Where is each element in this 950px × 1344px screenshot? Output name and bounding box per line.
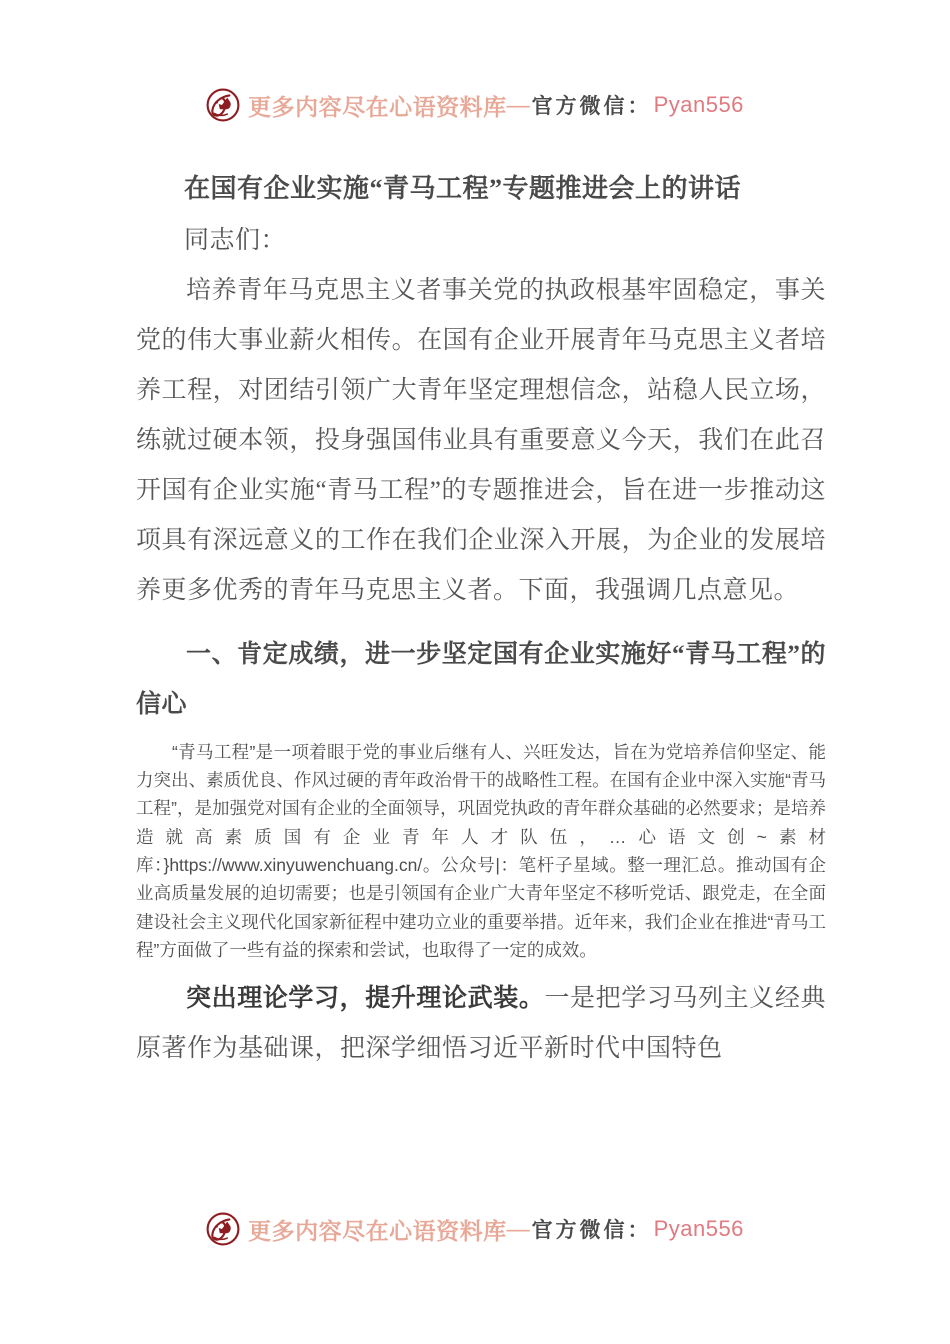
watermark-dash: — xyxy=(506,92,530,117)
footer-watermark xyxy=(0,1206,950,1252)
ribbon-seal-logo-icon xyxy=(206,1212,240,1246)
watermark-dash: — xyxy=(506,1216,530,1241)
section-heading-1: 一、肯定成绩，进一步坚定国有企业实施好“青马工程”的信心 xyxy=(136,640,826,718)
page-title: 在国有企业实施“青马工程”专题推进会上的讲话 xyxy=(184,174,742,203)
watermark-wechat-id: Pyan556 xyxy=(653,92,744,117)
document-content xyxy=(136,168,826,1074)
watermark-brand-text: 更多内容尽在心语资料库 xyxy=(248,94,507,120)
salutation: 同志们： xyxy=(184,226,287,254)
watermark-brand-text: 更多内容尽在心语资料库 xyxy=(248,1218,507,1244)
intro-paragraph: 培养青年马克思主义者事关党的执政根基牢固稳定，事关党的伟大事业薪火相传。在国有企业开展青年马克思主义者培养工程，对团结引领广大青年坚定理想信念，站稳人民立场，练就过硬本领，投身强国伟业具有重要意义今天，我们在此召开国有企业实施“青马工程”的专题推进会，旨在进一步推动这项具有深远意义的工作在我们企业深入开展，为企业的发展培养更多优秀的青年马克思主义者。下面，我强调几点意见。 xyxy=(136,276,826,604)
header-watermark xyxy=(0,82,950,128)
ribbon-seal-logo-icon xyxy=(206,88,240,122)
small-paragraph: “青马工程”是一项着眼于党的事业后继有人、兴旺发达，旨在为党培养信仰坚定、能力突出、素质优良、作风过硬的青年政治骨干的战略性工程。在国有企业中深入实施“青马工程”，是加强党对国有企业的全面领导，巩固党执政的青年群众基础的必然要求；是培养造就高素质国有企业青年人才队伍，…心语文创~素材库：}https://www.xinyuwenchuang.cn/。公众号|：笔杆子星域。整一理汇总。推动国有企业高质量发展的迫切需要；也是引领国有企业广大青年坚定不移听党话、跟党走，在全面建设社会主义现代化国家新征程中建功立业的重要举措。近年来，我们企业在推进“青马工程”方面做了一些有益的探索和尝试，也取得了一定的成效。 xyxy=(136,741,826,960)
lead-paragraph-1-body: 一是把学习马列主义经典原著作为基础课，把深学细悟习近平新时代中国特色 xyxy=(136,985,826,1063)
lead-paragraph-1-bold: 突出理论学习，提升理论武装。 xyxy=(186,985,545,1013)
lead-paragraph-1 xyxy=(136,974,826,1074)
watermark-wechat-label: 官方微信： xyxy=(531,1218,652,1242)
paragraph-spacer xyxy=(136,616,826,630)
watermark-wechat-label: 官方微信： xyxy=(531,94,652,118)
watermark-wechat-id: Pyan556 xyxy=(653,1216,744,1241)
